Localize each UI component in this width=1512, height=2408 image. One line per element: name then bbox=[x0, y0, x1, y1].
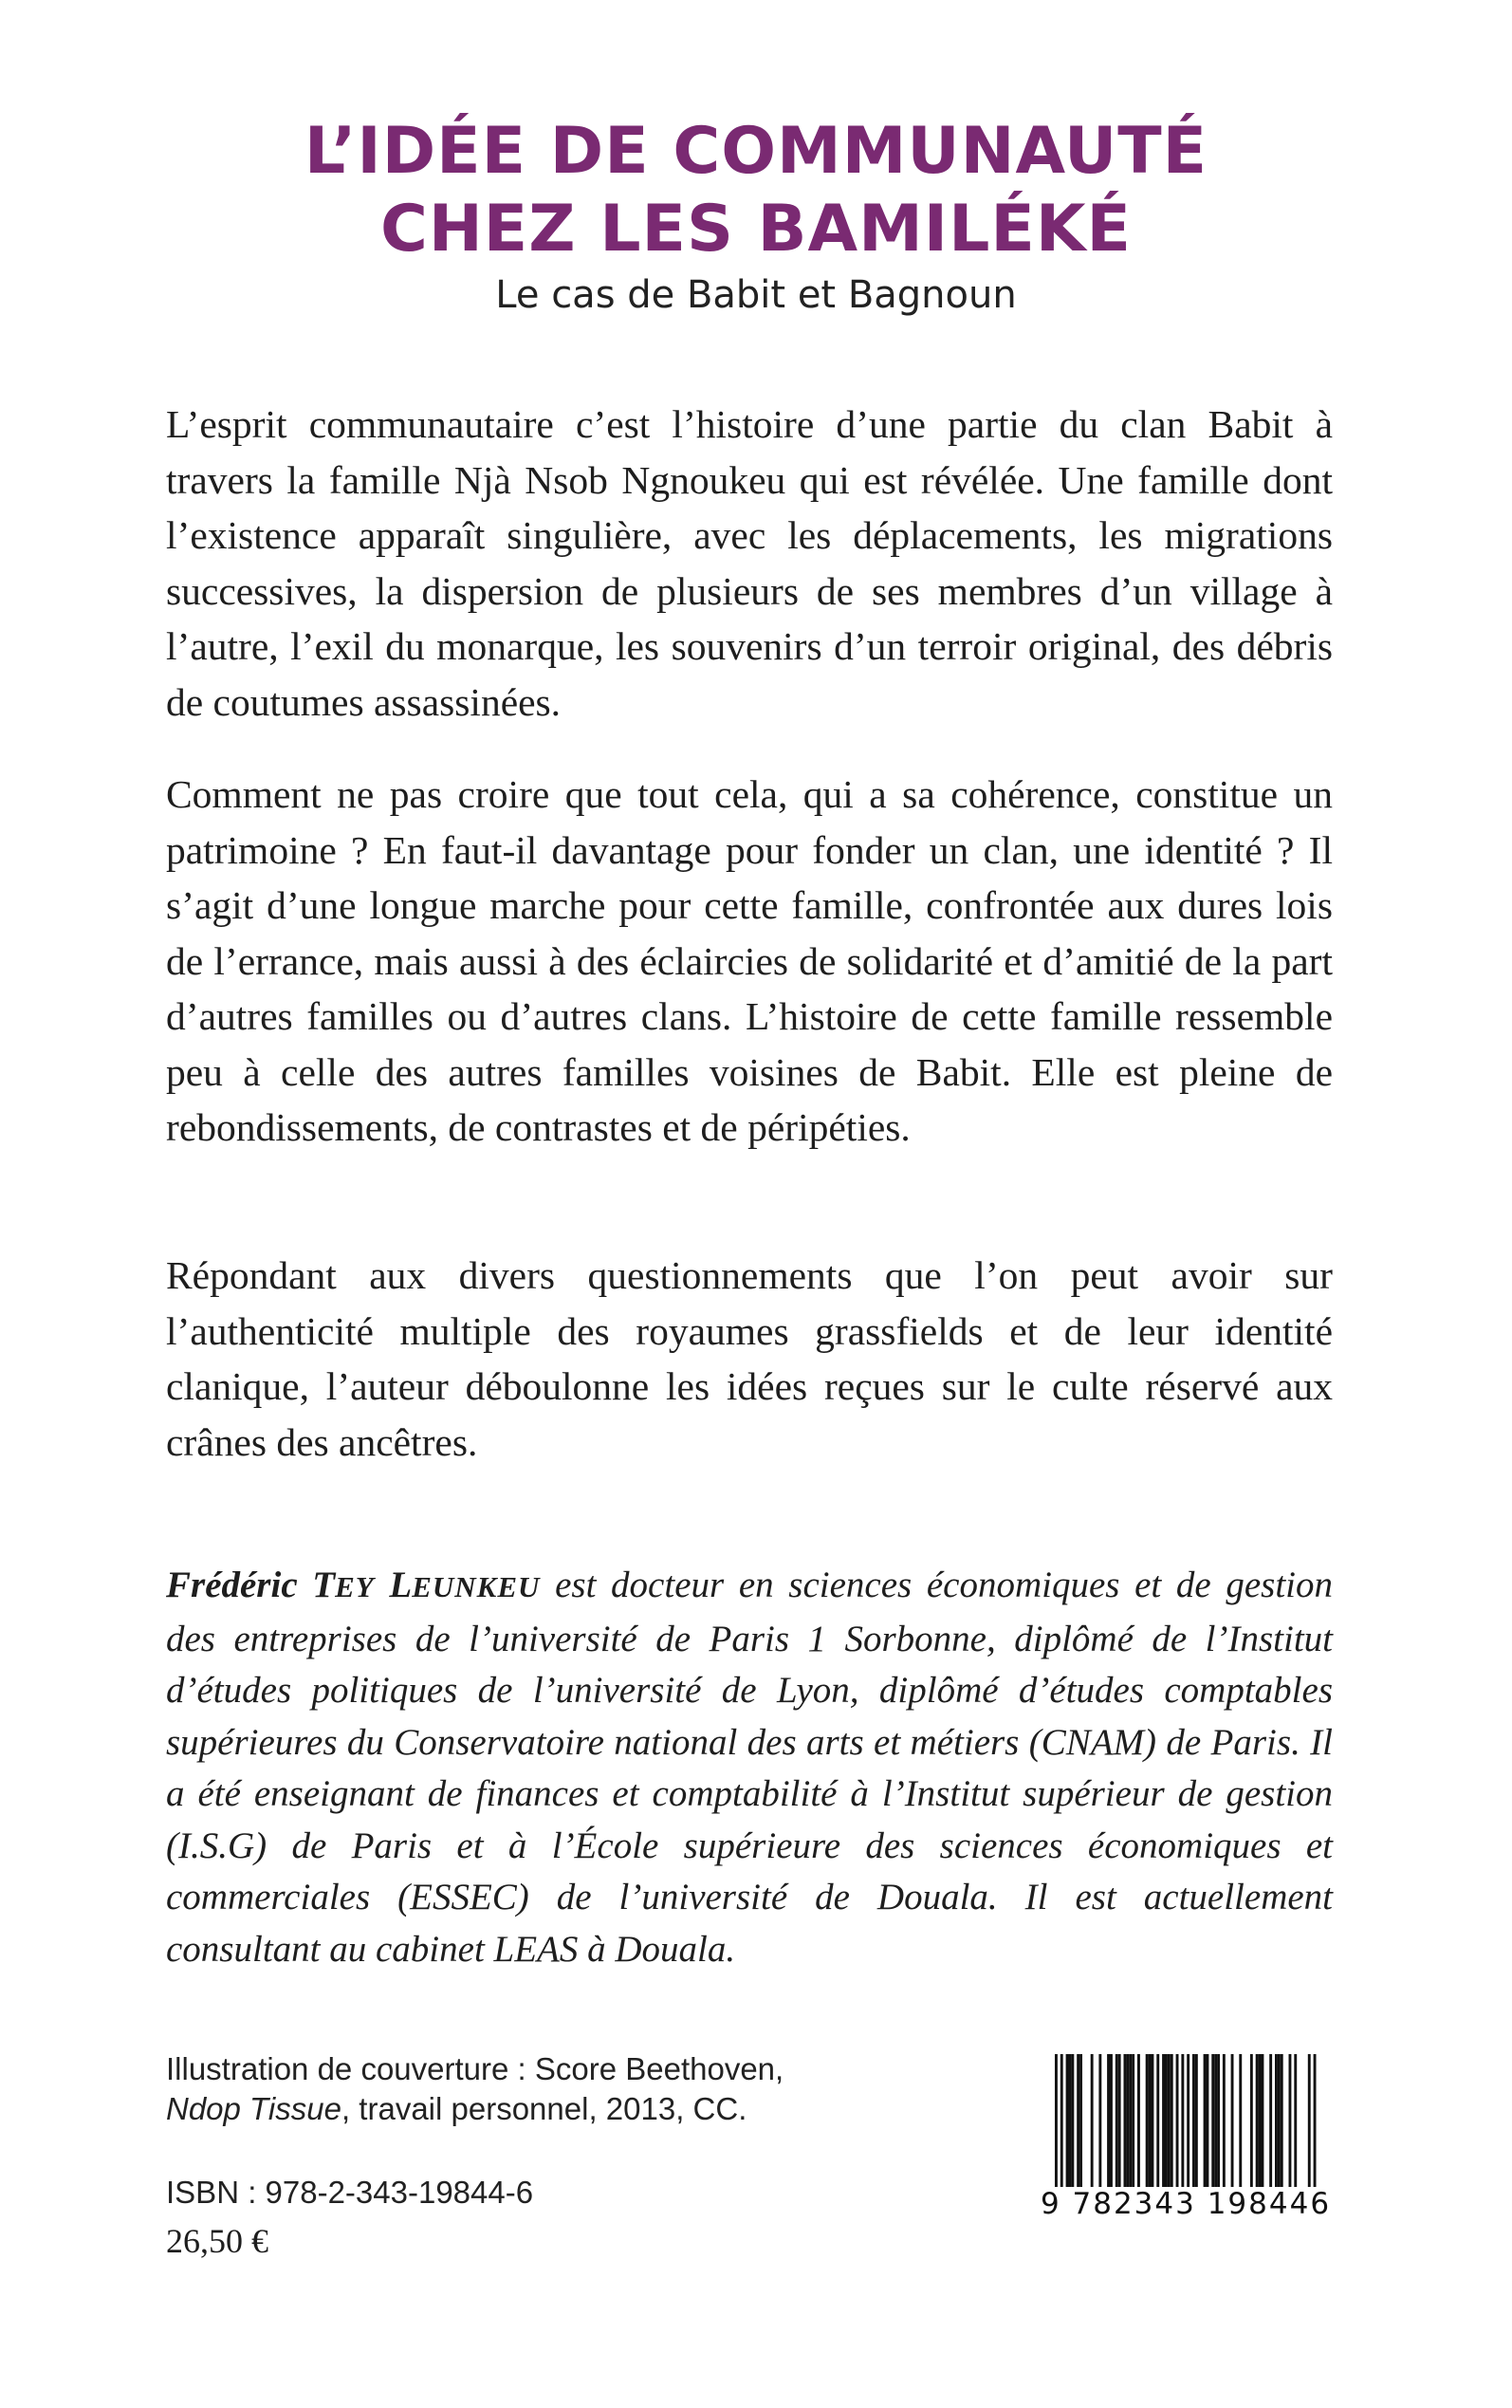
author-surname-2-rest: EUNKEU bbox=[412, 1570, 541, 1603]
barcode-bar bbox=[1187, 2054, 1189, 2206]
author-bio bbox=[166, 1560, 1333, 1975]
blurb-paragraph-1: L’esprit communautaire c’est l’histoire d’une partie du clan Babit à travers la famille Njà Nsob Ngnoukeu qui est révélée. Une famille dont l’existence apparaît singulière, avec les déplacements, les migrations successives, la dispersion de plusieurs de ses membres d’un village à l’autre, l’exil du monarque, les souvenirs d’un terroir original, des débris de coutumes assassinées. bbox=[166, 402, 1333, 724]
barcode-bar bbox=[1308, 2054, 1311, 2206]
barcode-bar bbox=[1149, 2054, 1152, 2187]
barcode-bar bbox=[1181, 2054, 1184, 2206]
author-surname-2-initial: L bbox=[389, 1565, 413, 1605]
barcode-bar bbox=[1071, 2054, 1074, 2187]
barcode-bar bbox=[1239, 2054, 1242, 2187]
barcode-bar bbox=[1066, 2054, 1069, 2187]
barcode bbox=[1034, 2054, 1337, 2253]
barcode-bar bbox=[1171, 2054, 1173, 2187]
barcode-bar bbox=[1091, 2054, 1094, 2187]
blurb-paragraph-2: Comment ne pas croire que tout cela, qui a sa cohérence, constitue un patrimoine ? En faut-il davantage pour fonder un clan, une identité ? Il s’agit d’une longue marche pour cette famille, confrontée aux dures lois de l’errance, mais aussi à des éclaircies de solidarité et d’amitié de la part d’autres familles ou d’autres clans. L’histoire de cette famille ressemble peu à celle des autres familles voisines de Babit. Elle est pleine de rebondissements, de contrastes et de péripéties. bbox=[166, 772, 1333, 1149]
barcode-bar bbox=[1314, 2054, 1317, 2206]
barcode-bar bbox=[1269, 2054, 1272, 2187]
barcode-bar bbox=[1129, 2054, 1132, 2187]
blurb-paragraph-3: Répondant aux divers questionnements que l’on peut avoir sur l’authenticité multiple des royaumes grassfields et de leur identité clanique, l’auteur déboulonne les idées reçues sur le culte réservé aux crânes des ancêtres. bbox=[166, 1253, 1333, 1464]
barcode-bar bbox=[1077, 2054, 1079, 2187]
barcode-bar bbox=[1223, 2054, 1226, 2187]
barcode-bar bbox=[1098, 2054, 1101, 2187]
barcode-bar bbox=[1156, 2054, 1159, 2187]
barcode-bar bbox=[1146, 2054, 1149, 2187]
barcode-bar bbox=[1211, 2054, 1214, 2187]
barcode-bar bbox=[1055, 2054, 1058, 2206]
author-bio-text: est docteur en sciences économiques et de gestion des entreprises de l’université de Paris 1 Sorbonne, diplômé de l’Institut d’études politiques de l’université de Lyon, diplômé d’études comptables supérieures du Conservatoire national des arts et métiers (CNAM) de Paris. Il a été enseignant de finances et comptabilité à l’Institut supérieur de gestion (I.S.G) de Paris et à l’École supérieure des sciences économiques et commerciales (ESSEC) de l’université de Douala. Il est actuellement consultant au cabinet LEAS à Douala. bbox=[166, 1565, 1334, 1970]
barcode-bar bbox=[1124, 2054, 1127, 2187]
illustration-work-title: Ndop Tissue bbox=[166, 2091, 341, 2126]
author-name bbox=[166, 1565, 540, 1605]
book-title-line-2: CHEZ LES BAMILÉKÉ bbox=[379, 192, 1133, 267]
illustration-credit-line-2 bbox=[166, 2089, 747, 2129]
barcode-bar bbox=[1289, 2054, 1292, 2187]
barcode-bar bbox=[1060, 2054, 1063, 2206]
barcode-bar bbox=[1278, 2054, 1281, 2187]
barcode-bar bbox=[1262, 2054, 1264, 2187]
book-subtitle: Le cas de Babit et Bagnoun bbox=[495, 273, 1017, 317]
barcode-bar bbox=[1294, 2054, 1297, 2187]
barcode-bar bbox=[1137, 2054, 1140, 2187]
barcode-bar bbox=[1217, 2054, 1220, 2187]
barcode-bar bbox=[1207, 2054, 1209, 2187]
barcode-bar bbox=[1168, 2054, 1171, 2187]
barcode-bar bbox=[1176, 2054, 1179, 2187]
author-first-name: Frédéric bbox=[166, 1565, 298, 1605]
barcode-bar bbox=[1079, 2054, 1082, 2187]
barcode-bar bbox=[1281, 2054, 1283, 2187]
price: 26,50 € bbox=[166, 2222, 268, 2260]
barcode-bar bbox=[1275, 2054, 1278, 2187]
barcode-bar bbox=[1259, 2054, 1262, 2187]
barcode-bar bbox=[1126, 2054, 1129, 2187]
author-surname-1-rest: EY bbox=[335, 1570, 375, 1603]
barcode-bar bbox=[1256, 2054, 1259, 2187]
barcode-bar bbox=[1231, 2054, 1234, 2187]
barcode-bar bbox=[1110, 2054, 1113, 2187]
barcode-digits: 9 782343 198446 bbox=[1034, 2187, 1337, 2221]
barcode-bar bbox=[1204, 2054, 1207, 2187]
barcode-bar bbox=[1069, 2054, 1072, 2187]
barcode-bar bbox=[1214, 2054, 1217, 2187]
barcode-bar bbox=[1152, 2054, 1154, 2187]
barcode-bar bbox=[1165, 2054, 1168, 2187]
barcode-bar bbox=[1250, 2054, 1253, 2187]
author-surname-1-initial: T bbox=[312, 1565, 336, 1605]
barcode-bar bbox=[1162, 2054, 1165, 2187]
barcode-bar bbox=[1107, 2054, 1110, 2187]
isbn: ISBN : 978-2-343-19844-6 bbox=[166, 2175, 534, 2210]
illustration-credit-line-1: Illustration de couverture : Score Beethoven, bbox=[166, 2051, 784, 2086]
barcode-bar bbox=[1195, 2054, 1198, 2187]
barcode-bar bbox=[1118, 2054, 1121, 2187]
barcode-bar bbox=[1116, 2054, 1118, 2187]
book-title-line-1: L’IDÉE DE COMMUNAUTÉ bbox=[304, 114, 1208, 189]
barcode-bar bbox=[1132, 2054, 1134, 2187]
barcode-bar bbox=[1192, 2054, 1195, 2187]
illustration-credit-rest: , travail personnel, 2013, CC. bbox=[341, 2091, 747, 2126]
